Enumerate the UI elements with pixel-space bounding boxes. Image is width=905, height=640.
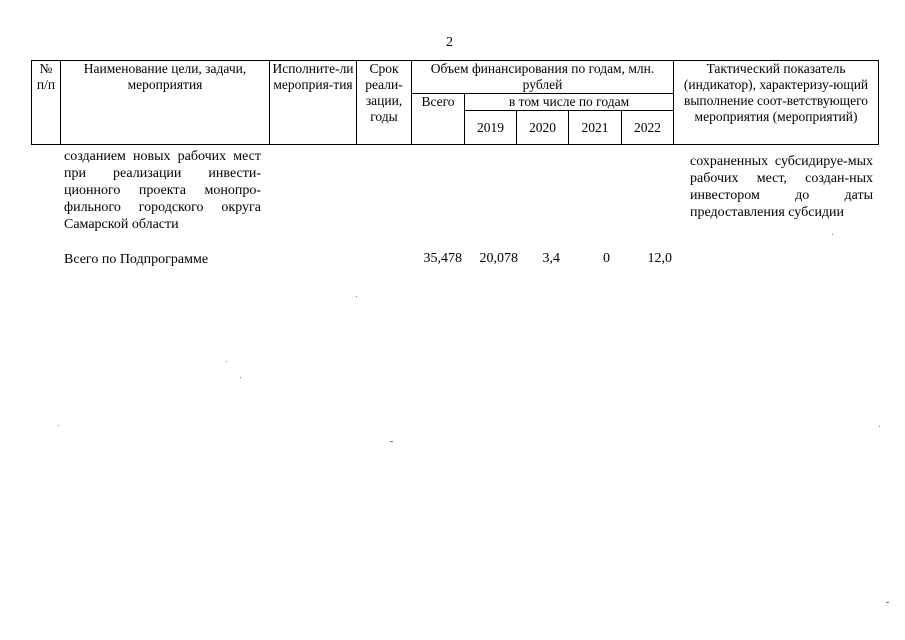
header-executor: Исполните-ли мероприя-тия xyxy=(270,61,357,145)
header-year-2019: 2019 xyxy=(465,111,517,145)
header-total: Всего xyxy=(412,94,465,145)
total-all: 35,478 xyxy=(423,251,462,266)
header-year-2022: 2022 xyxy=(622,111,674,145)
total-2021: 0 xyxy=(603,251,610,266)
total-label: Всего по Подпрограмме xyxy=(64,252,209,267)
scan-speck xyxy=(240,377,241,378)
scan-speck xyxy=(886,602,889,603)
page-number: 2 xyxy=(446,35,453,50)
scan-speck xyxy=(226,361,227,362)
header-num: № п/п xyxy=(32,61,61,145)
header-year-2020: 2020 xyxy=(517,111,569,145)
header-term: Срок реали-зации, годы xyxy=(357,61,412,145)
row-indicator: сохраненных субсидируе-мых рабочих мест, создан-ных инвестором до даты предоставления субсидии xyxy=(690,154,873,220)
scan-speck xyxy=(356,296,357,297)
header-indicator: Тактический показатель (индикатор), характеризу-ющий выполнение соот-ветствующего мероприятия (мероприятий) xyxy=(674,61,879,145)
scan-speck xyxy=(879,426,880,427)
table-header xyxy=(31,60,879,145)
total-2019: 20,078 xyxy=(479,251,518,266)
row-description: созданием новых рабочих мест при реализации инвести-ционного проекта монопро-фильного городского округа Самарской области xyxy=(64,149,261,232)
header-year-2021: 2021 xyxy=(569,111,622,145)
header-by-years: в том числе по годам xyxy=(465,94,674,111)
scan-speck xyxy=(58,425,59,426)
header-financing: Объем финансирования по годам, млн. рублей xyxy=(412,61,674,94)
total-2020: 3,4 xyxy=(542,251,560,266)
scan-speck xyxy=(832,234,833,235)
header-name: Наименование цели, задачи, мероприятия xyxy=(61,61,270,145)
scan-speck xyxy=(390,441,393,442)
total-2022: 12,0 xyxy=(647,251,672,266)
